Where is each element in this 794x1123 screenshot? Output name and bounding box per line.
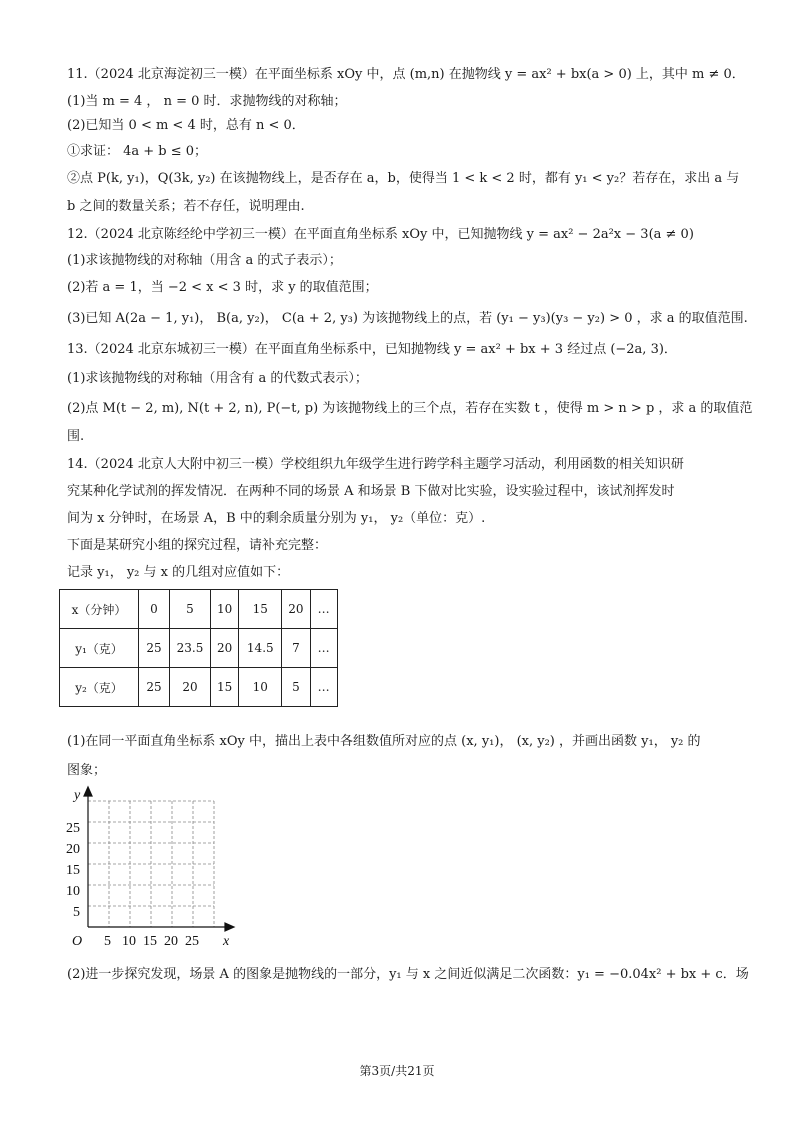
table-cell: 10 <box>239 668 282 707</box>
x-tick-label: 10 <box>122 934 136 949</box>
q11-part2: (2)已知当 0 < m < 4 时，总有 n < 0． <box>67 118 305 133</box>
coordinate-grid <box>62 785 242 951</box>
table-row <box>60 629 338 668</box>
y-axis-arrow-icon <box>84 787 92 796</box>
q14-part1-line1: (1)在同一平面直角坐标系 xOy 中，描出上表中各组数值所对应的点 (x, y₁)， (x, y₂) ，并画出函数 y₁， y₂ 的 <box>67 734 701 749</box>
q12-part1: (1)求该抛物线的对称轴（用含 a 的式子表示）； <box>67 253 342 268</box>
table-cell: y₁（克） <box>60 629 139 668</box>
page-footer: 第3页/共21页 <box>359 1064 435 1078</box>
q13-part1: (1)求该抛物线的对称轴（用含有 a 的代数式表示）； <box>67 371 368 386</box>
x-tick-label: 20 <box>164 934 178 949</box>
y-tick-label: 20 <box>66 842 80 857</box>
table-cell: 7 <box>282 629 310 668</box>
q14-part2: (2)进一步探究发现，场景 A 的图象是抛物线的一部分，y₁ 与 x 之间近似满足二次函数：y₁ = −0.04x² + bx + c．场 <box>67 967 749 982</box>
y-tick-label: 5 <box>73 905 80 920</box>
table-cell: 10 <box>211 590 239 629</box>
x-axis-arrow-icon <box>225 923 234 931</box>
y-tick-label: 15 <box>66 863 80 878</box>
table-cell: … <box>310 590 337 629</box>
table-cell: 15 <box>239 590 282 629</box>
table-cell: 25 <box>139 629 170 668</box>
q11-part2a: ①求证： 4a + b ≤ 0； <box>67 144 208 159</box>
q12-part2: (2)若 a = 1，当 −2 < x < 3 时，求 y 的取值范围； <box>67 280 378 295</box>
y-tick-label: 10 <box>66 884 80 899</box>
x-tick-label: 5 <box>104 934 111 949</box>
table-row <box>60 590 338 629</box>
q13-part2-line2: 围. <box>67 429 85 444</box>
q12-stem: 12.（2024 北京陈经纶中学初三一模）在平面直角坐标系 xOy 中，已知抛物线 y = ax² − 2a²x − 3(a ≠ 0) <box>67 227 694 242</box>
q14-line1: 14.（2024 北京人大附中初三一模）学校组织九年级学生进行跨学科主题学习活动，利用函数的相关知识研 <box>67 457 684 472</box>
table-cell: 5 <box>282 668 310 707</box>
q12-part3: (3)已知 A(2a − 1, y₁)， B(a, y₂)， C(a + 2, y₃) 为该抛物线上的点，若 (y₁ − y₃)(y₃ − y₂) > 0 ，求 a 的取值范围. <box>67 311 748 326</box>
q13-part2-line1: (2)点 M(t − 2, m), N(t + 2, n), P(−t, p) 为该抛物线上的三个点，若存在实数 t ，使得 m > n > p ，求 a 的取值范 <box>67 401 753 416</box>
table-cell: … <box>310 629 337 668</box>
q14-line3: 间为 x 分钟时，在场景 A，B 中的剩余质量分别为 y₁， y₂（单位：克）. <box>67 511 486 526</box>
origin-label: O <box>72 934 83 949</box>
table-cell: 23.5 <box>170 629 211 668</box>
table-cell: x（分钟） <box>60 590 139 629</box>
table-cell: 5 <box>170 590 211 629</box>
table-cell: 14.5 <box>239 629 282 668</box>
table-cell: 15 <box>211 668 239 707</box>
table-cell: 20 <box>282 590 310 629</box>
q11-stem: 11.（2024 北京海淀初三一模）在平面坐标系 xOy 中，点 (m,n) 在抛物线 y = ax² + bx(a > 0) 上，其中 m ≠ 0． <box>67 67 745 82</box>
y-tick-label: 25 <box>66 821 80 836</box>
table-row <box>60 668 338 707</box>
table-cell: 20 <box>170 668 211 707</box>
x-tick-label: 15 <box>143 934 157 949</box>
x-tick-label: 25 <box>185 934 199 949</box>
table-cell: y₂（克） <box>60 668 139 707</box>
q11-part2b-line1: ②点 P(k, y₁)，Q(3k, y₂) 在该抛物线上，是否存在 a，b，使得当 1 < k < 2 时，都有 y₁ < y₂？若存在，求出 a 与 <box>67 171 740 186</box>
y-axis-label: y <box>74 788 81 803</box>
q13-stem: 13.（2024 北京东城初三一模）在平面直角坐标系中，已知抛物线 y = ax² + bx + 3 经过点 (−2a, 3)． <box>67 342 677 357</box>
q11-part1: (1)当 m = 4 ， n = 0 时．求抛物线的对称轴； <box>67 94 347 109</box>
values-table <box>59 589 338 707</box>
table-cell: … <box>310 668 337 707</box>
q14-part1-line2: 图象； <box>67 763 107 778</box>
q14-line2: 究某种化学试剂的挥发情况．在两种不同的场景 A 和场景 B 下做对比实验，设实验过程中，该试剂挥发时 <box>67 484 675 499</box>
q14-line4: 下面是某研究小组的探究过程，请补充完整： <box>67 538 328 553</box>
table-cell: 0 <box>139 590 170 629</box>
table-cell: 20 <box>211 629 239 668</box>
q14-line5: 记录 y₁， y₂ 与 x 的几组对应值如下： <box>67 565 290 580</box>
x-axis-label: x <box>223 934 230 949</box>
q11-part2b-line2: b 之间的数量关系；若不存任，说明理由. <box>67 199 305 214</box>
table-cell: 25 <box>139 668 170 707</box>
